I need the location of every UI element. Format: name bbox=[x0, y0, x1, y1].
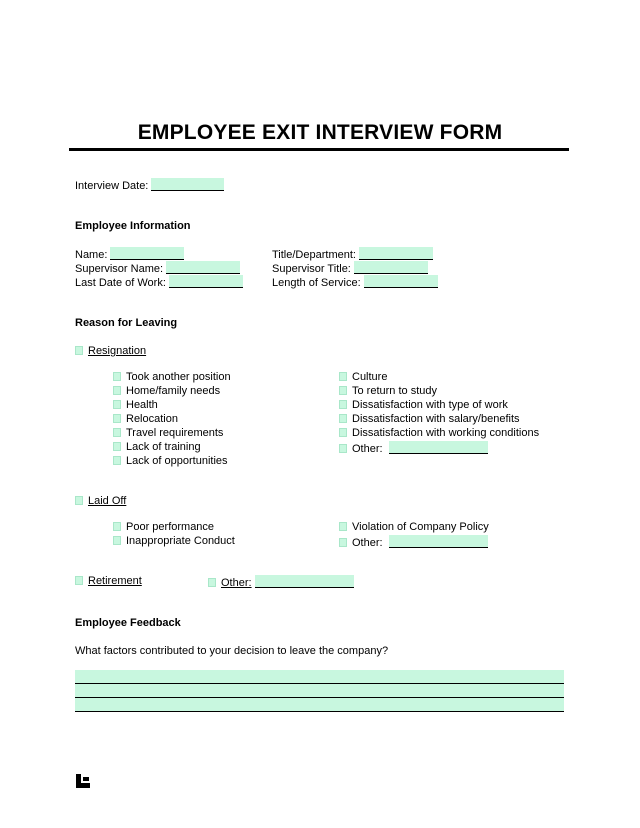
form-title: EMPLOYEE EXIT INTERVIEW FORM bbox=[137, 121, 503, 144]
supervisor-name-field[interactable] bbox=[166, 261, 240, 274]
checkbox-label: Dissatisfaction with type of work bbox=[352, 399, 508, 411]
employee-info-heading: Employee Information bbox=[75, 220, 191, 232]
resignation-option[interactable] bbox=[75, 345, 146, 358]
checkbox-item[interactable] bbox=[113, 385, 231, 399]
interview-date-row bbox=[75, 178, 224, 193]
supervisor-title-row bbox=[272, 261, 428, 276]
checkbox-item[interactable] bbox=[113, 535, 235, 549]
checkbox[interactable] bbox=[113, 386, 121, 395]
checkbox-label: Other: bbox=[352, 537, 383, 549]
checkbox[interactable] bbox=[339, 372, 347, 381]
checkbox-label: Inappropriate Conduct bbox=[126, 535, 235, 547]
checkbox-label: Dissatisfaction with salary/benefits bbox=[352, 413, 520, 425]
supervisor-name-label: Supervisor Name: bbox=[75, 263, 164, 275]
retirement-option[interactable] bbox=[75, 575, 142, 588]
checkbox-item[interactable] bbox=[113, 413, 231, 427]
resignation-left-list bbox=[113, 371, 231, 469]
name-field[interactable] bbox=[110, 247, 184, 260]
name-row bbox=[75, 247, 184, 262]
feedback-answer-line[interactable] bbox=[75, 684, 564, 698]
checkbox-item[interactable] bbox=[339, 385, 539, 399]
checkbox-item[interactable] bbox=[339, 535, 489, 549]
checkbox-item[interactable] bbox=[113, 399, 231, 413]
checkbox[interactable] bbox=[113, 400, 121, 409]
feedback-answer-line[interactable] bbox=[75, 670, 564, 684]
checkbox[interactable] bbox=[339, 428, 347, 437]
feedback-heading: Employee Feedback bbox=[75, 617, 181, 629]
checkbox-label: Culture bbox=[352, 371, 388, 383]
checkbox-label: Lack of training bbox=[126, 441, 201, 453]
resignation-checkbox[interactable] bbox=[75, 346, 83, 355]
checkbox-item[interactable] bbox=[113, 427, 231, 441]
other-reason-label: Other: bbox=[221, 577, 252, 589]
checkbox-label: Other: bbox=[352, 443, 383, 455]
checkbox-label: Dissatisfaction with working conditions bbox=[352, 427, 540, 439]
length-service-label: Length of Service: bbox=[272, 277, 361, 289]
supervisor-title-label: Supervisor Title: bbox=[272, 263, 351, 275]
interview-date-label: Interview Date: bbox=[75, 180, 149, 192]
laid-off-left-list bbox=[113, 521, 235, 549]
last-date-field[interactable] bbox=[169, 275, 243, 288]
laid-off-other-field[interactable] bbox=[389, 535, 488, 548]
checkbox[interactable] bbox=[339, 400, 347, 409]
checkbox-item[interactable] bbox=[113, 441, 231, 455]
name-label: Name: bbox=[75, 249, 108, 261]
checkbox-label: Home/family needs bbox=[126, 385, 221, 397]
supervisor-title-field[interactable] bbox=[354, 261, 428, 274]
checkbox[interactable] bbox=[113, 536, 121, 545]
checkbox-item[interactable] bbox=[339, 413, 539, 427]
checkbox-label: Took another position bbox=[126, 371, 231, 383]
checkbox[interactable] bbox=[339, 444, 347, 453]
title-dept-label: Title/Department: bbox=[272, 249, 356, 261]
resignation-right-list bbox=[339, 371, 539, 455]
checkbox-label: Violation of Company Policy bbox=[352, 521, 489, 533]
checkbox[interactable] bbox=[339, 538, 347, 547]
reason-heading: Reason for Leaving bbox=[75, 317, 178, 329]
other-reason-field[interactable] bbox=[255, 575, 354, 588]
checkbox[interactable] bbox=[113, 372, 121, 381]
checkbox-item[interactable] bbox=[339, 441, 539, 455]
checkbox-label: Travel requirements bbox=[126, 427, 224, 439]
title-dept-row bbox=[272, 247, 433, 262]
retirement-label: Retirement bbox=[88, 575, 142, 587]
checkbox[interactable] bbox=[339, 414, 347, 423]
checkbox-label: Health bbox=[126, 399, 158, 411]
checkbox-item[interactable] bbox=[339, 371, 539, 385]
checkbox-item[interactable] bbox=[113, 521, 235, 535]
checkbox[interactable] bbox=[113, 456, 121, 465]
checkbox[interactable] bbox=[339, 386, 347, 395]
other-reason-option[interactable] bbox=[208, 575, 354, 590]
length-service-row bbox=[272, 275, 438, 290]
checkbox-label: Poor performance bbox=[126, 521, 215, 533]
last-date-label: Last Date of Work: bbox=[75, 277, 166, 289]
checkbox-item[interactable] bbox=[339, 521, 489, 535]
feedback-answer-line[interactable] bbox=[75, 698, 564, 712]
document-logo-icon bbox=[75, 773, 91, 789]
last-date-row bbox=[75, 275, 243, 290]
checkbox-item[interactable] bbox=[339, 427, 539, 441]
other-reason-checkbox[interactable] bbox=[208, 578, 216, 587]
resignation-other-field[interactable] bbox=[389, 441, 488, 454]
resignation-label: Resignation bbox=[88, 345, 147, 357]
checkbox[interactable] bbox=[113, 428, 121, 437]
laid-off-label: Laid Off bbox=[88, 495, 127, 507]
checkbox-label: Lack of opportunities bbox=[126, 455, 228, 467]
laid-off-option[interactable] bbox=[75, 495, 126, 508]
checkbox[interactable] bbox=[339, 522, 347, 531]
checkbox[interactable] bbox=[113, 442, 121, 451]
checkbox-item[interactable] bbox=[113, 455, 231, 469]
title-dept-field[interactable] bbox=[359, 247, 433, 260]
length-service-field[interactable] bbox=[364, 275, 438, 288]
checkbox-label: To return to study bbox=[352, 385, 437, 397]
checkbox[interactable] bbox=[113, 522, 121, 531]
retirement-checkbox[interactable] bbox=[75, 576, 83, 585]
laid-off-checkbox[interactable] bbox=[75, 496, 83, 505]
supervisor-name-row bbox=[75, 261, 240, 276]
checkbox-label: Relocation bbox=[126, 413, 178, 425]
feedback-question: What factors contributed to your decision to leave the company? bbox=[75, 645, 389, 657]
checkbox-item[interactable] bbox=[113, 371, 231, 385]
checkbox-item[interactable] bbox=[339, 399, 539, 413]
interview-date-field[interactable] bbox=[151, 178, 224, 191]
laid-off-right-list bbox=[339, 521, 489, 549]
checkbox[interactable] bbox=[113, 414, 121, 423]
title-divider bbox=[69, 148, 569, 151]
